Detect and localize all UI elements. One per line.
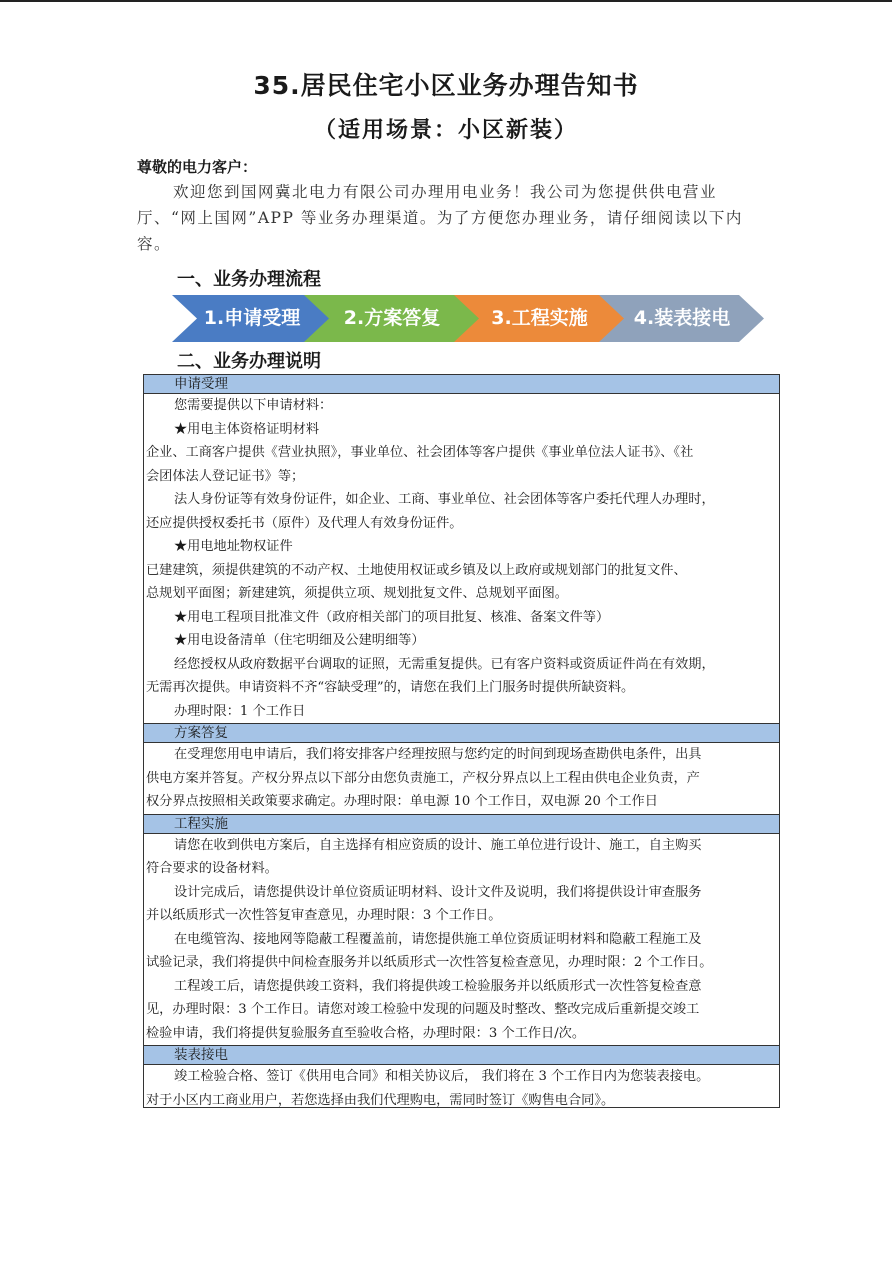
flow-step-2-label: 2.方案答复: [343, 307, 441, 329]
section-text-line: 检验申请，我们将提供复验服务直至验收合格，办理时限：3 个工作日/次。: [146, 1025, 586, 1041]
section-text-line: 并以纸质形式一次性答复审查意见，办理时限：3 个工作日。: [146, 908, 502, 923]
section-text-line: ★用电工程项目批准文件（政府相关部门的项目批复、核准、备案文件等）: [174, 609, 610, 625]
section-text-line: 设计完成后，请您提供设计单位资质证明材料、设计文件及说明，我们将提供设计审查服务: [174, 884, 702, 900]
section-text-line: 已建建筑，须提供建筑的不动产权、土地使用权证或乡镇及以上政府或规划部门的批复文件、: [146, 562, 687, 578]
section-body: [144, 394, 779, 724]
section-text-line: 经您授权从政府数据平台调取的证照，无需重复提供。已有客户资料或资质证件尚在有效期，: [174, 656, 715, 672]
section-text-line: 办理时限：1 个工作日: [174, 703, 306, 719]
section-text-line: 总规划平面图；新建建筑，须提供立项、规划批复文件、总规划平面图。: [146, 586, 568, 601]
document-subtitle: （适用场景：小区新装）: [313, 118, 578, 143]
business-details-table: [143, 374, 780, 1108]
section-text-line: 符合要求的设备材料。: [146, 861, 278, 876]
flow-step-3-label: 3.工程实施: [491, 307, 588, 329]
section-text-line: ★用电主体资格证明材料: [174, 421, 320, 437]
section-text-line: 试验记录，我们将提供中间检查服务并以纸质形式一次性答复检查意见，办理时限：2 个工作日。: [146, 955, 713, 970]
greeting: 尊敬的电力客户：: [137, 158, 258, 176]
section-header: 工程实施: [144, 815, 779, 834]
section-text-line: 您需要提供以下申请材料：: [174, 398, 333, 413]
section-header: 申请受理: [144, 375, 779, 394]
section-text-line: 工程竣工后，请您提供竣工资料，我们将提供竣工检验服务并以纸质形式一次性答复检查意: [174, 978, 702, 994]
section-body: [144, 834, 779, 1047]
flow-step-4-label: 4.装表接电: [633, 307, 731, 329]
section-text-line: 企业、工商客户提供《营业执照》，事业单位、社会团体等客户提供《事业单位法人证书》、《社: [146, 445, 694, 460]
section-text-line: ★用电地址物权证件: [174, 539, 293, 554]
section-text-line: 权分界点按照相关政策要求确定。办理时限：单电源 10 个工作日，双电源 20 个工作日: [146, 794, 658, 809]
section-text-line: 竣工检验合格、签订《供用电合同》和相关协议后， 我们将在 3 个工作日内为您装表接电。: [174, 1069, 710, 1084]
process-flow: [172, 295, 764, 342]
section-header: 方案答复: [144, 724, 779, 743]
section-text-line: 在受理您用电申请后，我们将安排客户经理按照与您约定的时间到现场查勘供电条件，出具: [174, 747, 702, 762]
section-text-line: 还应提供授权委托书（原件）及代理人有效身份证件。: [146, 515, 463, 531]
top-border-line: [0, 0, 892, 2]
intro-paragraph: 欢迎您到国网冀北电力有限公司办理用电业务！我公司为您提供供电营业厅、“网上国网”APP 等业务办理渠道。为了方便您办理业务，请仔细阅读以下内容。: [137, 183, 743, 253]
flow-step-1-label: 1.申请受理: [203, 307, 301, 329]
section-text-line: 法人身份证等有效身份证件，如企业、工商、事业单位、社会团体等客户委托代理人办理时，: [174, 492, 715, 507]
document-title: 35.居民住宅小区业务办理告知书: [253, 71, 639, 100]
section-text-line: 请您在收到供电方案后，自主选择有相应资质的设计、施工单位进行设计、施工，自主购买: [174, 837, 702, 853]
section-body: [144, 1065, 779, 1112]
section-text-line: 见，办理时限：3 个工作日。请您对竣工检验中发现的问题及时整改、整改完成后重新提交竣工: [146, 1002, 700, 1017]
section-text-line: 供电方案并答复。产权分界点以下部分由您负责施工，产权分界点以上工程由供电企业负责，产: [146, 770, 700, 786]
section-text-line: 对于小区内工商业用户，若您选择由我们代理购电，需同时签订《购售电合同》。: [146, 1092, 615, 1108]
section-text-line: 无需再次提供。申请资料不齐“容缺受理”的，请您在我们上门服务时提供所缺资料。: [146, 680, 635, 695]
section-header: 装表接电: [144, 1046, 779, 1065]
section-text-line: 在电缆管沟、接地网等隐蔽工程覆盖前，请您提供施工单位资质证明材料和隐蔽工程施工及: [174, 931, 702, 947]
section-text-line: ★用电设备清单（住宅明细及公建明细等）: [174, 633, 425, 648]
section-text-line: 会团体法人登记证书》等；: [146, 468, 305, 484]
section2-heading: 二、业务办理说明: [177, 351, 321, 372]
section1-heading: 一、业务办理流程: [177, 269, 321, 290]
section-body: [144, 743, 779, 815]
